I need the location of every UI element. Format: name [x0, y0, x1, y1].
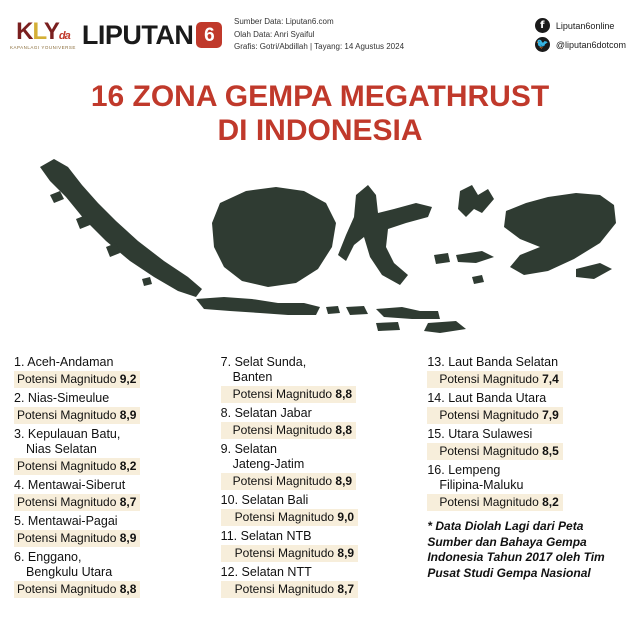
- zone-number: 13.: [427, 355, 445, 370]
- footnote: * Data Diolah Lagi dari Peta Sumber dan Bahaya Gempa Indonesia Tahun 2017 oleh Tim Pusat Studi Gempa Nasional: [427, 519, 605, 580]
- magnitude-label: Potensi Magnitudo: [234, 510, 335, 525]
- map-landmass-group: [40, 159, 616, 333]
- magnitude-value: 8,8: [335, 387, 353, 402]
- magnitude-value: 8,9: [119, 531, 137, 546]
- list-item: [14, 355, 213, 388]
- magnitude-label: Potensi Magnitudo: [439, 444, 539, 459]
- magnitude-badge: [427, 443, 562, 460]
- kly-letter-k: K: [16, 17, 33, 45]
- liputan6-wordmark: LIPUTAN: [81, 19, 194, 50]
- indonesia-map-svg: [20, 151, 620, 346]
- zone-number: 14.: [427, 391, 445, 406]
- magnitude-value: 9,2: [119, 372, 137, 387]
- zone-name-line2: Nias Selatan: [26, 442, 97, 457]
- map-island-seram: [456, 251, 494, 263]
- map-island-enggano: [142, 277, 152, 286]
- zone-name: Enggano,: [27, 550, 82, 565]
- map-island-timor: [424, 321, 466, 333]
- zone-name: Kepulauan Batu,: [27, 427, 121, 442]
- list-item: [14, 478, 213, 511]
- zone-name: Mentawai-Siberut: [27, 478, 126, 493]
- zone-name: Laut Banda Utara: [448, 391, 547, 406]
- zone-name: Aceh-Andaman: [27, 355, 114, 370]
- magnitude-value: 8,2: [542, 495, 559, 510]
- map-island-halmahera: [458, 185, 494, 217]
- magnitude-label: Potensi Magnitudo: [234, 546, 335, 561]
- magnitude-value: 7,4: [542, 372, 559, 387]
- zone-name: Laut Banda Selatan: [448, 355, 559, 370]
- list-item: [221, 442, 420, 490]
- magnitude-badge: [427, 371, 562, 388]
- zone-name: Selatan: [234, 442, 277, 457]
- magnitude-value: 8,8: [335, 423, 353, 438]
- social-links: [535, 18, 630, 52]
- list-item: [427, 463, 626, 511]
- magnitude-label: Potensi Magnitudo: [17, 531, 117, 546]
- zone-number: 3.: [14, 427, 25, 442]
- indonesia-map: [0, 151, 640, 351]
- map-island-papua-tail: [576, 263, 612, 279]
- magnitude-badge: [427, 494, 562, 511]
- magnitude-value: 9,0: [337, 510, 355, 525]
- magnitude-badge: [14, 458, 140, 475]
- magnitude-badge: [427, 407, 562, 424]
- page-title-line1: 16 ZONA GEMPA MEGATHRUST: [90, 80, 550, 113]
- magnitude-value: 8,7: [119, 495, 137, 510]
- magnitude-value: 7,9: [542, 408, 559, 423]
- zone-name: Selatan NTB: [240, 529, 312, 544]
- magnitude-value: 8,7: [337, 582, 355, 597]
- map-island-sulawesi: [338, 185, 432, 285]
- map-island-ntt: [376, 307, 440, 319]
- zone-name: Selatan Bali: [241, 493, 309, 508]
- social-twitter[interactable]: [535, 37, 626, 52]
- magnitude-badge: [14, 581, 140, 598]
- magnitude-badge: [221, 386, 356, 403]
- magnitude-badge: [14, 494, 140, 511]
- page-title-line2: DI INDONESIA: [217, 113, 423, 147]
- magnitude-value: 8,2: [119, 459, 137, 474]
- brand-logo: [10, 17, 222, 51]
- credits-source: Sumber Data: Liputan6.com: [234, 17, 334, 27]
- zone-list-column-3: [427, 355, 626, 601]
- zone-name: Selatan NTT: [241, 565, 312, 580]
- zone-name: Lempeng: [448, 463, 501, 478]
- zone-number: 15.: [427, 427, 445, 442]
- map-island-bali: [326, 306, 340, 314]
- list-item: [14, 391, 213, 424]
- zone-number: 10.: [220, 493, 239, 508]
- magnitude-value: 8,8: [119, 582, 137, 597]
- zone-number: 16.: [427, 463, 445, 478]
- liputan6-logo: [82, 20, 223, 51]
- map-island-ntb: [346, 306, 368, 315]
- zone-name: Nias-Simeulue: [27, 391, 110, 406]
- magnitude-label: Potensi Magnitudo: [439, 372, 539, 387]
- magnitude-badge: [221, 422, 356, 439]
- credits-graphics: Grafis: Gotri/Abdillah | Tayang: 14 Agustus 2024: [234, 42, 405, 52]
- magnitude-badge: [221, 581, 358, 598]
- magnitude-label: Potensi Magnitudo: [17, 408, 117, 423]
- liputan6-six-badge: 6: [196, 22, 222, 48]
- list-item: [14, 550, 213, 598]
- magnitude-badge: [221, 473, 356, 490]
- map-island-sumatra: [40, 159, 202, 297]
- zone-list-column-1: [14, 355, 213, 601]
- kly-logo: [10, 17, 76, 51]
- zone-name: Selat Sunda,: [234, 355, 307, 370]
- map-island-banda: [472, 275, 484, 284]
- zone-number: 11.: [220, 529, 238, 544]
- map-island-papua: [504, 193, 616, 275]
- zone-name-line2: Jateng-Jatim: [232, 457, 305, 472]
- list-item: [221, 355, 420, 403]
- magnitude-badge: [14, 371, 140, 388]
- magnitude-label: Potensi Magnitudo: [17, 372, 117, 387]
- social-twitter-label: @liputan6dotcom: [555, 39, 626, 50]
- magnitude-label: Potensi Magnitudo: [234, 582, 335, 597]
- list-item: [221, 493, 420, 526]
- zone-number: 5.: [14, 514, 25, 529]
- zone-name-line2: Bengkulu Utara: [26, 565, 113, 580]
- magnitude-label: Potensi Magnitudo: [17, 582, 117, 597]
- zone-name-line2: Filipina-Maluku: [439, 478, 524, 493]
- magnitude-value: 8,9: [119, 408, 137, 423]
- credits-data: Olah Data: Anri Syaiful: [234, 29, 315, 39]
- magnitude-value: 8,5: [542, 444, 559, 459]
- page-title: [0, 70, 640, 147]
- map-island-sumba: [376, 322, 400, 331]
- map-island-kalimantan: [212, 187, 336, 287]
- map-island-java: [196, 297, 320, 315]
- zone-name: Mentawai-Pagai: [27, 514, 118, 529]
- kly-logo-da: da: [58, 29, 70, 42]
- kly-letter-l: L: [32, 17, 44, 45]
- zone-number: 8.: [220, 406, 232, 421]
- zone-list: [0, 351, 640, 601]
- magnitude-badge: [14, 530, 140, 547]
- zone-number: 4.: [14, 478, 25, 493]
- map-island-buru: [434, 253, 450, 264]
- credits-block: [222, 16, 535, 53]
- magnitude-value: 8,9: [335, 474, 353, 489]
- magnitude-label: Potensi Magnitudo: [232, 474, 333, 489]
- social-facebook[interactable]: [535, 18, 626, 33]
- zone-number: 9.: [220, 442, 232, 457]
- kly-logo-text: [16, 17, 70, 45]
- kly-logo-subtitle: KAPANLAGI YOUNIVERSE: [10, 44, 76, 50]
- list-item: [427, 427, 626, 460]
- magnitude-badge: [14, 407, 140, 424]
- zone-number: 7.: [220, 355, 232, 370]
- zone-name: Selatan Jabar: [234, 406, 312, 421]
- list-item: [14, 514, 213, 547]
- magnitude-value: 8,9: [337, 546, 355, 561]
- list-item: [14, 427, 213, 475]
- zone-list-column-2: [221, 355, 420, 601]
- magnitude-label: Potensi Magnitudo: [17, 459, 117, 474]
- facebook-icon: f: [535, 18, 550, 33]
- list-item: [427, 355, 626, 388]
- magnitude-label: Potensi Magnitudo: [232, 387, 333, 402]
- magnitude-label: Potensi Magnitudo: [439, 408, 539, 423]
- zone-number: 6.: [14, 550, 25, 565]
- list-item: [221, 565, 420, 598]
- magnitude-label: Potensi Magnitudo: [17, 495, 117, 510]
- magnitude-label: Potensi Magnitudo: [439, 495, 539, 510]
- list-item: [221, 529, 420, 562]
- kly-letter-y: Y: [43, 17, 59, 45]
- list-item: [427, 391, 626, 424]
- zone-number: 1.: [14, 355, 25, 370]
- magnitude-label: Potensi Magnitudo: [232, 423, 333, 438]
- magnitude-badge: [221, 545, 358, 562]
- header: [0, 0, 640, 70]
- zone-name: Utara Sulawesi: [448, 427, 533, 442]
- list-item: [221, 406, 420, 439]
- zone-number: 2.: [14, 391, 25, 406]
- zone-number: 12.: [220, 565, 239, 580]
- twitter-icon: 🐦: [536, 39, 549, 50]
- zone-name-line2: Banten: [232, 370, 273, 385]
- magnitude-badge: [221, 509, 358, 526]
- social-facebook-label: Liputan6online: [555, 20, 615, 31]
